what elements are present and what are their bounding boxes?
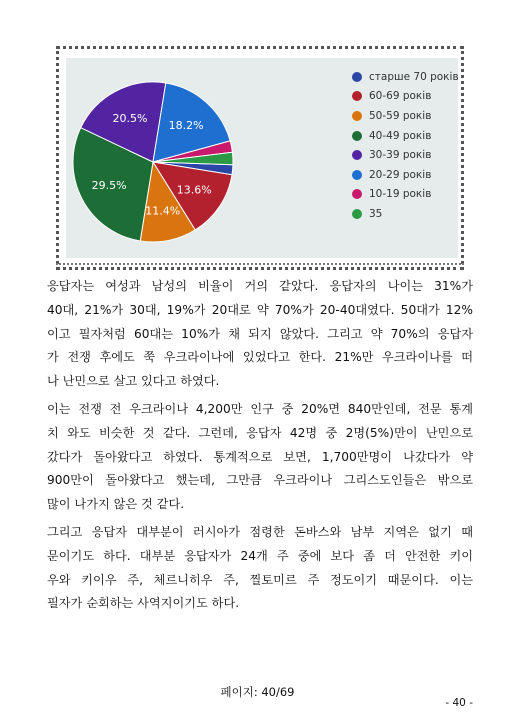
legend-label: 30-39 років [369,149,432,162]
paragraph [47,398,473,517]
frame-divider [56,263,464,265]
legend-label: 50-59 років [369,109,432,122]
text-line: 응답자는 여성과 남성의 비율이 거의 같았다. 응답자의 나이는 31%가 [47,279,473,293]
text-line: 많이 나가지 않은 것 같다. [47,497,185,512]
pie-slice-label: 11.4% [145,204,181,218]
legend-label: 20-29 років [369,168,432,181]
text-line: 900만이 돌아왔다고 했는데, 그만큼 우크라이나 그리스도인들은 밖으로 [47,473,473,488]
legend-label: 40-49 років [369,129,432,142]
text-line: 40대, 21%가 30대, 19%가 20대로 약 70%가 20-40대였다. 50대가 12% [47,302,473,317]
text-line: 갔다가 돌아왔다고 하였다. 통계적으로 보면, 1,700만명이 나갔다가 약 [47,449,473,464]
text-line: 가 전쟁 후에도 쭉 우크라이나에 있었다고 한다. 21%만 우크라이나를 떠 [47,350,473,365]
pie-slice-label: 20.5% [112,112,148,126]
text-line: 그리고 응답자 대부분이 러시아가 점령한 돈바스와 남부 지역은 없기 때 [47,524,473,539]
body-text [47,275,473,620]
text-line: 치 와도 비슷한 것 같다. 그런데, 응답자 42명 중 2명(5%)만이 난민으로 [47,425,473,440]
text-line: 이고 필자처럼 60대는 10%가 채 되지 않았다. 그리고 약 70%의 응답자 [47,326,473,341]
pie-slice-label: 18.2% [168,119,204,133]
page-number: - 40 - [445,697,473,709]
legend-label: 10-19 років [369,188,432,201]
text-line: 나 난민으로 살고 있다고 하였다. [47,374,220,389]
text-line: 필자가 순회하는 사역지이기도 하다. [47,596,240,611]
legend-label: 60-69 років [369,90,432,103]
legend-label: 35 [369,207,383,220]
chart-frame [56,46,464,270]
paragraph [47,275,473,394]
text-line: 우와 키이우 주, 체르니히우 주, 찔토미르 주 정도이기 때문이다. 이는 [47,572,473,587]
pie-slice-label: 13.6% [176,183,212,197]
legend-label: старше 70 років [369,70,459,83]
page-label: 페이지: 40/69 [220,685,295,699]
text-line: 문이기도 하다. 대부분 응답자가 24개 주 중에 보다 좀 더 안전한 키이 [47,548,473,563]
paragraph [47,521,473,616]
text-line: 이는 전쟁 전 우크라이나 4,200만 인구 중 20%면 840만인데, 전문 통계 [47,401,473,416]
pie-slice-label: 29.5% [91,179,127,193]
